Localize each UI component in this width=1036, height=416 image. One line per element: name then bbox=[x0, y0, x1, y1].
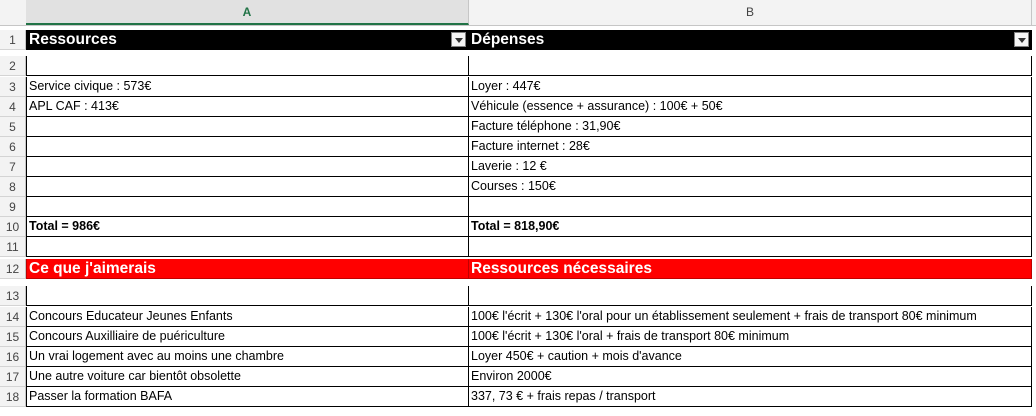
row-11 bbox=[0, 237, 1036, 257]
cell-a10-total-resources[interactable]: Total = 986€ bbox=[26, 217, 469, 237]
cell-b3[interactable]: Loyer : 447€ bbox=[469, 77, 1032, 97]
cell-b16[interactable]: Loyer 450€ + caution + mois d'avance bbox=[469, 347, 1032, 367]
row-12 bbox=[0, 259, 1036, 279]
cell-b1[interactable] bbox=[469, 30, 1032, 50]
row-number[interactable]: 13 bbox=[0, 286, 26, 306]
cell-text: Dépenses bbox=[471, 31, 545, 48]
row-4 bbox=[0, 97, 1036, 117]
cell-a12[interactable]: Ce que j'aimerais bbox=[26, 259, 469, 279]
row-3 bbox=[0, 77, 1036, 97]
cell-b10-total-expenses[interactable]: Total = 818,90€ bbox=[469, 217, 1032, 237]
row-number[interactable]: 8 bbox=[0, 177, 26, 197]
row-1 bbox=[0, 30, 1036, 50]
row-number[interactable]: 12 bbox=[0, 259, 26, 279]
cell-a9[interactable] bbox=[26, 197, 469, 217]
cell-text: Ressources bbox=[29, 31, 117, 48]
cell-a2[interactable] bbox=[26, 56, 469, 76]
row-13 bbox=[0, 286, 1036, 306]
cell-a1[interactable] bbox=[26, 30, 469, 50]
cell-a17[interactable]: Une autre voiture car bientôt obsolette bbox=[26, 367, 469, 387]
cell-a13[interactable] bbox=[26, 286, 469, 306]
cell-b11[interactable] bbox=[469, 237, 1032, 257]
filter-dropdown-icon[interactable] bbox=[1014, 32, 1029, 47]
column-header-bar bbox=[0, 0, 1036, 26]
cell-a4[interactable]: APL CAF : 413€ bbox=[26, 97, 469, 117]
row-number[interactable]: 11 bbox=[0, 237, 26, 257]
cell-a18[interactable]: Passer la formation BAFA bbox=[26, 387, 469, 407]
row-number[interactable]: 1 bbox=[0, 30, 26, 50]
row-8 bbox=[0, 177, 1036, 197]
cell-b18[interactable]: 337, 73 € + frais repas / transport bbox=[469, 387, 1032, 407]
cell-a14[interactable]: Concours Educateur Jeunes Enfants bbox=[26, 307, 469, 327]
cell-a15[interactable]: Concours Auxilliaire de puériculture bbox=[26, 327, 469, 347]
cell-b5[interactable]: Facture téléphone : 31,90€ bbox=[469, 117, 1032, 137]
cell-b14[interactable]: 100€ l'écrit + 130€ l'oral pour un établissement seulement + frais de transport 80€ minimum bbox=[469, 307, 1032, 327]
column-header-b[interactable]: B bbox=[469, 0, 1032, 25]
row-16 bbox=[0, 347, 1036, 367]
cell-b6[interactable]: Facture internet : 28€ bbox=[469, 137, 1032, 157]
column-header-a[interactable]: A bbox=[26, 0, 469, 25]
cell-b9[interactable] bbox=[469, 197, 1032, 217]
row-5 bbox=[0, 117, 1036, 137]
cell-b17[interactable]: Environ 2000€ bbox=[469, 367, 1032, 387]
row-7 bbox=[0, 157, 1036, 177]
row-number[interactable]: 18 bbox=[0, 387, 26, 407]
cell-b2[interactable] bbox=[469, 56, 1032, 76]
row-9 bbox=[0, 197, 1036, 217]
row-6 bbox=[0, 137, 1036, 157]
cell-b15[interactable]: 100€ l'écrit + 130€ l'oral + frais de transport 80€ minimum bbox=[469, 327, 1032, 347]
row-14 bbox=[0, 307, 1036, 327]
row-number[interactable]: 2 bbox=[0, 56, 26, 76]
cell-a6[interactable] bbox=[26, 137, 469, 157]
row-number[interactable]: 6 bbox=[0, 137, 26, 157]
row-18 bbox=[0, 387, 1036, 407]
cell-a5[interactable] bbox=[26, 117, 469, 137]
row-number[interactable]: 14 bbox=[0, 307, 26, 327]
row-number[interactable]: 16 bbox=[0, 347, 26, 367]
row-number[interactable]: 17 bbox=[0, 367, 26, 387]
cell-a7[interactable] bbox=[26, 157, 469, 177]
row-number[interactable]: 7 bbox=[0, 157, 26, 177]
cell-b13[interactable] bbox=[469, 286, 1032, 306]
row-number[interactable]: 3 bbox=[0, 77, 26, 97]
cell-b4[interactable]: Véhicule (essence + assurance) : 100€ + 50€ bbox=[469, 97, 1032, 117]
filter-dropdown-icon[interactable] bbox=[451, 32, 466, 47]
cell-a8[interactable] bbox=[26, 177, 469, 197]
row-number[interactable]: 9 bbox=[0, 197, 26, 217]
row-number[interactable]: 5 bbox=[0, 117, 26, 137]
cell-b7[interactable]: Laverie : 12 € bbox=[469, 157, 1032, 177]
cell-a3[interactable]: Service civique : 573€ bbox=[26, 77, 469, 97]
row-17 bbox=[0, 367, 1036, 387]
cell-a11[interactable] bbox=[26, 237, 469, 257]
cell-b8[interactable]: Courses : 150€ bbox=[469, 177, 1032, 197]
row-number[interactable]: 15 bbox=[0, 327, 26, 347]
row-2 bbox=[0, 56, 1036, 76]
row-10 bbox=[0, 217, 1036, 237]
cell-a16[interactable]: Un vrai logement avec au moins une chambre bbox=[26, 347, 469, 367]
cell-b12[interactable]: Ressources nécessaires bbox=[469, 259, 1032, 279]
row-15 bbox=[0, 327, 1036, 347]
row-number[interactable]: 4 bbox=[0, 97, 26, 117]
row-number[interactable]: 10 bbox=[0, 217, 26, 237]
